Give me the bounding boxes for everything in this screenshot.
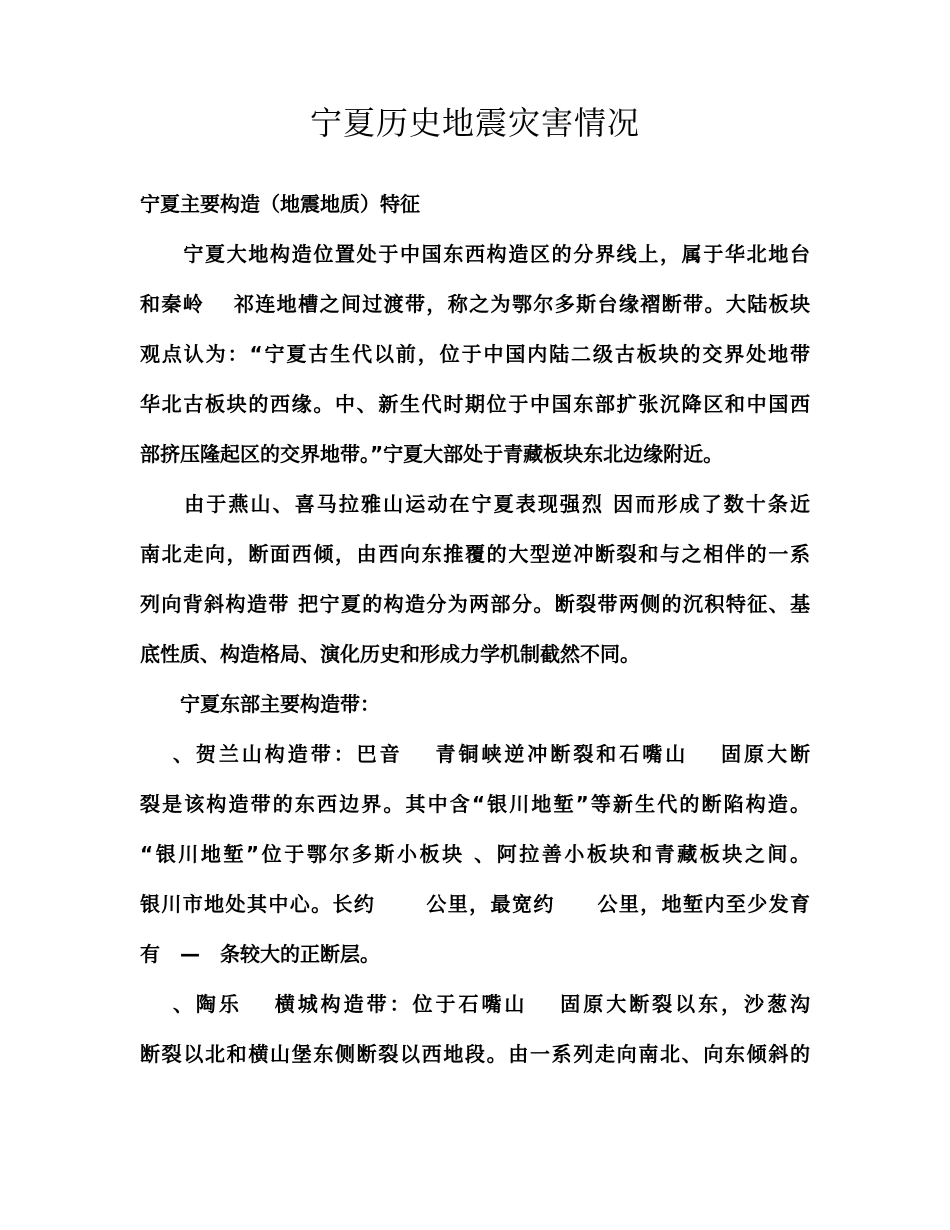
document-title: 宁夏历史地震灾害情况	[309, 104, 640, 142]
paragraph-line: 观点认为：“宁夏古生代以前，位于中国内陆二级古板块的交界处地带	[140, 342, 810, 366]
paragraph-line: “银川地堑”位于鄂尔多斯小板块 、阿拉善小板块和青藏板块之间。	[140, 842, 810, 866]
paragraph-line: 华北古板块的西缘。中、新生代时期位于中国东部扩张沉降区和中国西	[140, 392, 810, 416]
paragraph-line: 列向背斜构造带 把宁夏的构造分为两部分。断裂带两侧的沉积特征、基	[140, 592, 810, 616]
paragraph-line: 底性质、构造格局、演化历史和形成力学机制截然不同。	[140, 642, 640, 666]
subheading-line: 宁夏东部主要构造带：	[140, 692, 380, 716]
paragraph-line: 裂是该构造带的东西边界。其中含“银川地堑”等新生代的断陷构造。	[140, 792, 810, 816]
paragraph-line: 南北走向，断面西倾，由西向东推覆的大型逆冲断裂和与之相伴的一系	[140, 542, 810, 566]
paragraph-line: 部挤压隆起区的交界地带。”宁夏大部处于青藏板块东北边缘附近。	[140, 442, 724, 466]
paragraph-line: 银川市地处其中心。长约 公里，最宽约 公里，地堑内至少发育	[140, 892, 810, 916]
paragraph-line: 断裂以北和横山堡东侧断裂以西地段。由一系列走向南北、向东倾斜的	[140, 1042, 810, 1066]
paragraph-line: 和秦岭 祁连地槽之间过渡带，称之为鄂尔多斯台缘褶断带。大陆板块	[140, 292, 810, 316]
paragraph-line: 宁夏大地构造位置处于中国东西构造区的分界线上，属于华北地台	[140, 242, 810, 266]
paragraph-line: 有 — 条较大的正断层。	[140, 942, 380, 966]
section-heading: 宁夏主要构造（地震地质）特征	[140, 192, 420, 216]
paragraph-line: 、陶乐 横城构造带：位于石嘴山 固原大断裂以东，沙葱沟	[140, 992, 810, 1016]
paragraph-line: 、贺兰山构造带：巴音 青铜峡逆冲断裂和石嘴山 固原大断	[140, 742, 810, 766]
paragraph-line: 由于燕山、喜马拉雅山运动在宁夏表现强烈 因而形成了数十条近	[140, 492, 810, 516]
